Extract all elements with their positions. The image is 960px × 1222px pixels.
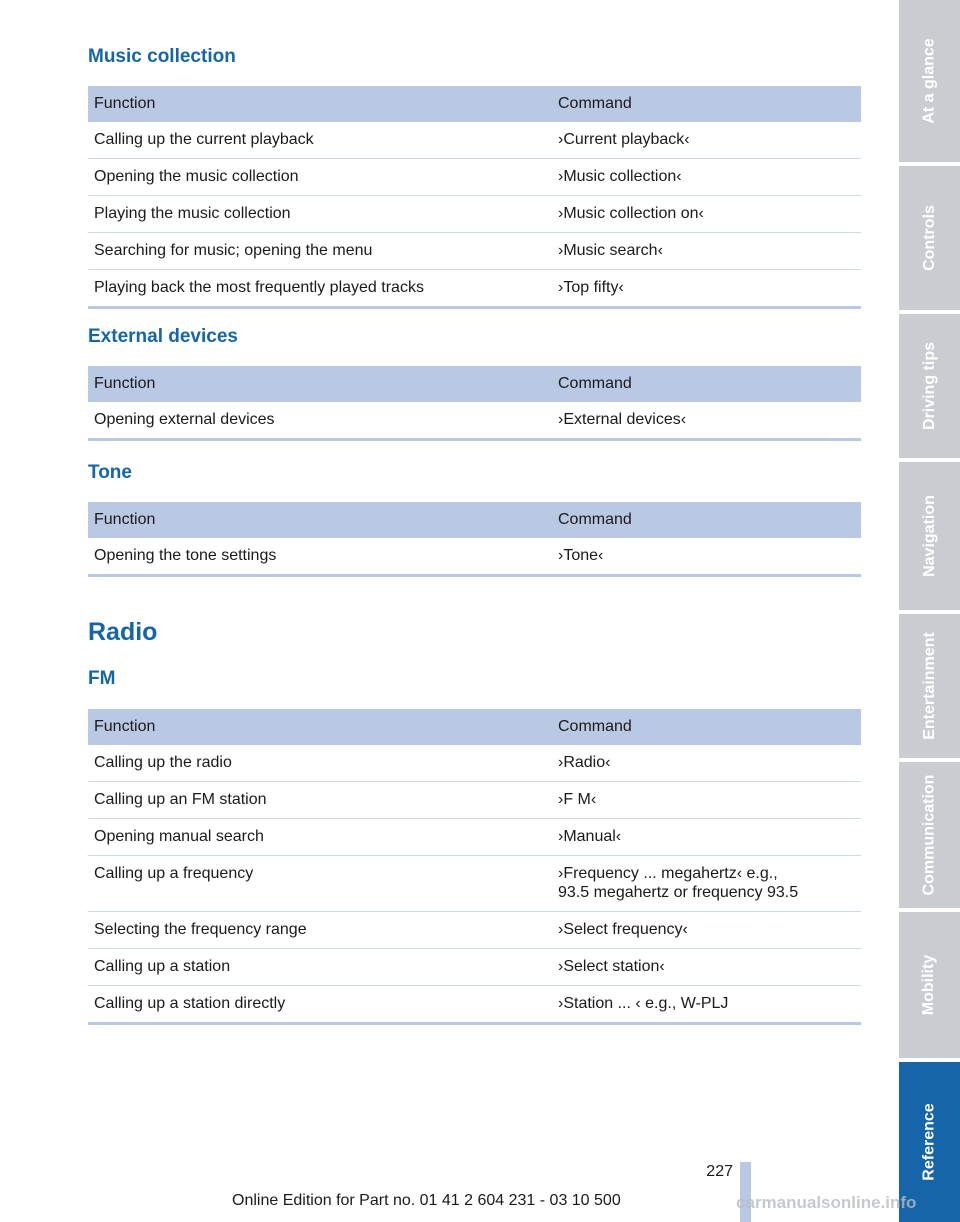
function-cell: Selecting the frequency range — [88, 912, 552, 949]
section-title-music-collection: Music collection — [88, 46, 236, 67]
table-header-row — [88, 366, 861, 402]
header-function: Function — [88, 366, 552, 402]
header-command: Command — [552, 86, 861, 122]
header-command: Command — [552, 366, 861, 402]
external-devices-table — [88, 366, 861, 441]
tab-navigation[interactable] — [899, 462, 960, 610]
section-title-external-devices: External devices — [88, 326, 238, 347]
page-number: 227 — [706, 1163, 733, 1180]
tab-mobility[interactable] — [899, 912, 960, 1058]
watermark: carmanualsonline.info — [736, 1193, 917, 1212]
function-cell: Opening the music collection — [88, 159, 552, 196]
table-row — [88, 538, 861, 576]
command-cell — [552, 856, 861, 912]
function-cell: Calling up a station — [88, 949, 552, 986]
tab-label: Navigation — [920, 495, 938, 577]
function-cell: Calling up a frequency — [88, 856, 552, 912]
tab-label: Driving tips — [920, 341, 938, 431]
chapter-tabs — [899, 0, 960, 1222]
command-cell: ›Manual‹ — [552, 819, 861, 856]
table-row — [88, 986, 861, 1024]
function-cell: Opening external devices — [88, 402, 552, 440]
tab-at-a-glance[interactable] — [899, 0, 960, 162]
table-row — [88, 912, 861, 949]
command-cell: ›Top fifty‹ — [552, 270, 861, 308]
tab-label: Communication — [920, 774, 938, 896]
table-row — [88, 402, 861, 440]
section-title-fm: FM — [88, 668, 116, 689]
header-function: Function — [88, 709, 552, 745]
command-cell: ›Tone‹ — [552, 538, 861, 576]
command-cell: ›Select frequency‹ — [552, 912, 861, 949]
command-line-2: 93.5 megahertz or frequency 93.5 — [558, 884, 799, 901]
tab-label: Reference — [920, 1103, 938, 1181]
header-command: Command — [552, 709, 861, 745]
footer-edition: Online Edition for Part no. 01 41 2 604 231 - 03 10 500 — [232, 1192, 621, 1209]
table-row — [88, 270, 861, 308]
page-number-bar — [740, 1162, 751, 1222]
command-cell: ›Select station‹ — [552, 949, 861, 986]
table-row — [88, 745, 861, 782]
header-function: Function — [88, 86, 552, 122]
tab-label: Entertainment — [920, 632, 938, 740]
tab-driving-tips[interactable] — [899, 314, 960, 458]
tab-label: Mobility — [920, 954, 938, 1016]
command-cell: ›Music collection on‹ — [552, 196, 861, 233]
tab-label: At a glance — [920, 38, 938, 124]
table-row — [88, 856, 861, 912]
table-row — [88, 196, 861, 233]
table-row — [88, 819, 861, 856]
command-cell: ›Station ... ‹ e.g., W-PLJ — [552, 986, 861, 1024]
command-cell: ›Current playback‹ — [552, 122, 861, 159]
table-header-row — [88, 709, 861, 745]
tone-table — [88, 502, 861, 577]
tab-label: Controls — [920, 205, 938, 271]
section-title-tone: Tone — [88, 462, 132, 483]
function-cell: Playing the music collection — [88, 196, 552, 233]
command-cell: ›Music collection‹ — [552, 159, 861, 196]
function-cell: Calling up the current playback — [88, 122, 552, 159]
header-command: Command — [552, 502, 861, 538]
function-cell: Calling up an FM station — [88, 782, 552, 819]
tab-communication[interactable] — [899, 762, 960, 908]
music-collection-table — [88, 86, 861, 309]
table-header-row — [88, 86, 861, 122]
chapter-title-radio: Radio — [88, 618, 158, 646]
tab-entertainment[interactable] — [899, 614, 960, 758]
command-cell: ›Music search‹ — [552, 233, 861, 270]
table-row — [88, 122, 861, 159]
table-row — [88, 949, 861, 986]
function-cell: Calling up the radio — [88, 745, 552, 782]
header-function: Function — [88, 502, 552, 538]
command-cell: ›F M‹ — [552, 782, 861, 819]
table-row — [88, 233, 861, 270]
tab-controls[interactable] — [899, 166, 960, 310]
function-cell: Opening the tone settings — [88, 538, 552, 576]
table-header-row — [88, 502, 861, 538]
table-row — [88, 159, 861, 196]
function-cell: Searching for music; opening the menu — [88, 233, 552, 270]
fm-table — [88, 709, 861, 1025]
table-row — [88, 782, 861, 819]
function-cell: Playing back the most frequently played tracks — [88, 270, 552, 308]
command-cell: ›Radio‹ — [552, 745, 861, 782]
command-cell: ›External devices‹ — [552, 402, 861, 440]
command-line-1: ›Frequency ... megahertz‹ e.g., — [558, 865, 778, 882]
function-cell: Calling up a station directly — [88, 986, 552, 1024]
function-cell: Opening manual search — [88, 819, 552, 856]
